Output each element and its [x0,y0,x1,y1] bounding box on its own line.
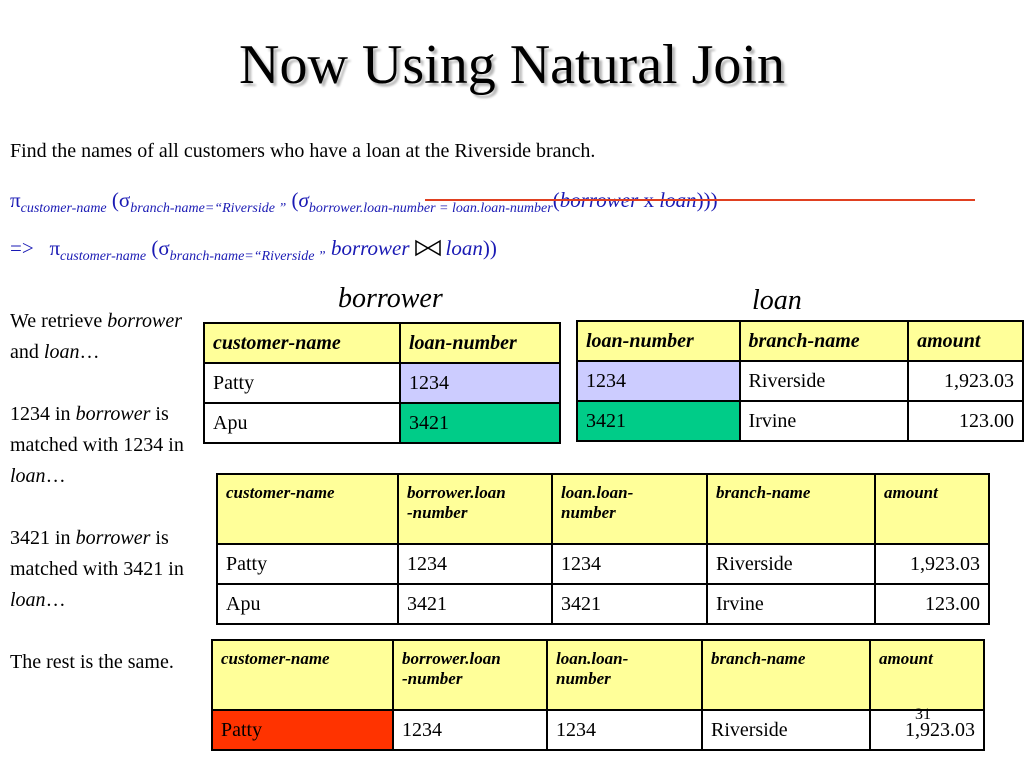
table-cell: 1234 [393,710,547,750]
table-cell: 1,923.03 [875,544,989,584]
note-1 [10,306,200,368]
natural-join-icon [414,239,442,257]
paren: ( [106,188,119,212]
table-cell: Riverside [707,544,875,584]
table-header-row [204,323,560,363]
column-header: amount [908,321,1023,361]
column-header: branch-name [707,474,875,544]
note-relation: loan [43,341,80,363]
column-header: loan.loan- number [547,640,702,710]
paren: ))) [696,188,718,212]
projection-attr: customer-name [60,249,147,264]
loan-table [576,320,1024,442]
table-cell: 1234 [398,544,552,584]
table-row [204,403,560,443]
borrower-table-caption: borrower [338,283,443,314]
borrower-table [203,322,561,444]
selection-symbol: σ [118,188,131,212]
note-text: The rest is the same. [10,651,174,673]
note-text: We retrieve [10,310,108,332]
paren: )) [482,236,497,260]
note-4 [10,647,200,678]
table-header-row [212,640,984,710]
column-header: amount [870,640,984,710]
table-cell-match-1234: 1234 [577,361,740,401]
projection-symbol: π [49,236,61,260]
result-table [211,639,985,751]
natural-join-table [216,473,990,625]
note-relation: loan [10,465,46,487]
column-header: borrower.loan -number [398,474,552,544]
table-cell: 1234 [547,710,702,750]
table-cell: 1234 [552,544,707,584]
loan-table-caption: loan [752,285,802,316]
table-row [577,401,1023,441]
natural-join-expression [10,236,497,265]
projection-symbol: π [10,188,21,212]
selection-condition: branch-name=“Riverside ” [130,201,287,216]
note-3 [10,523,200,616]
table-cell: 1,923.03 [908,361,1023,401]
column-header: borrower.loan -number [393,640,547,710]
paren: ( [146,236,159,260]
table-cell: 3421 [398,584,552,624]
selection-condition: branch-name=“Riverside ” [169,249,326,264]
note-text: 1234 in [10,403,76,425]
table-cell: Apu [204,403,400,443]
column-header: loan.loan- number [552,474,707,544]
column-header: customer-name [204,323,400,363]
note-relation: loan [10,589,46,611]
table-header-row [217,474,989,544]
table-row [217,544,989,584]
column-header: customer-name [217,474,398,544]
cartesian-product-expression [10,188,718,217]
table-row [217,584,989,624]
note-text: … [79,341,100,363]
table-cell: Riverside [740,361,909,401]
table-header-row [577,321,1023,361]
table-cell: Riverside [702,710,870,750]
selection-symbol-2: σ [298,188,309,212]
note-text: … [45,589,66,611]
relation-loan: loan [445,236,483,260]
column-header: customer-name [212,640,393,710]
table-cell: 3421 [552,584,707,624]
note-relation: borrower [107,310,183,332]
paren: ( [552,188,560,212]
column-header: branch-name [702,640,870,710]
table-cell: Patty [217,544,398,584]
table-cell-result: Patty [212,710,393,750]
table-cell: 1,923.03 [870,710,984,750]
relation-borrower: borrower [559,188,639,212]
relation-borrower: borrower [325,236,410,260]
column-header: loan-number [577,321,740,361]
relation-loan: loan [659,188,697,212]
note-text: and [10,341,44,363]
note-text: 3421 in [10,527,76,549]
note-2 [10,399,200,492]
note-relation: borrower [75,527,151,549]
note-text: … [45,465,66,487]
table-cell: Apu [217,584,398,624]
cross-product-operator: x [638,188,660,212]
note-relation: borrower [75,403,151,425]
table-cell-match-3421: 3421 [577,401,740,441]
strikethrough-line [425,199,975,201]
implies-arrow: => [10,236,34,260]
table-row [577,361,1023,401]
table-cell: Irvine [740,401,909,441]
page-number: 31 [915,706,931,723]
projection-attr: customer-name [20,201,107,216]
note-text: is matched with 1234 in [10,403,184,456]
selection-symbol: σ [158,236,170,260]
table-cell-match-1234: 1234 [400,363,560,403]
column-header: loan-number [400,323,560,363]
side-notes [10,306,200,709]
table-row [212,710,984,750]
problem-statement: Find the names of all customers who have a loan at the Riverside branch. [10,140,596,162]
table-cell: 123.00 [875,584,989,624]
table-cell-match-3421: 3421 [400,403,560,443]
paren: ( [286,188,299,212]
slide-title: Now Using Natural Join [239,34,785,96]
column-header: branch-name [740,321,909,361]
table-cell: Patty [204,363,400,403]
table-row [204,363,560,403]
table-cell: Irvine [707,584,875,624]
join-condition: borrower.loan-number = loan.loan-number [308,201,553,216]
column-header: amount [875,474,989,544]
table-cell: 123.00 [908,401,1023,441]
note-text: is matched with 3421 in [10,527,184,580]
